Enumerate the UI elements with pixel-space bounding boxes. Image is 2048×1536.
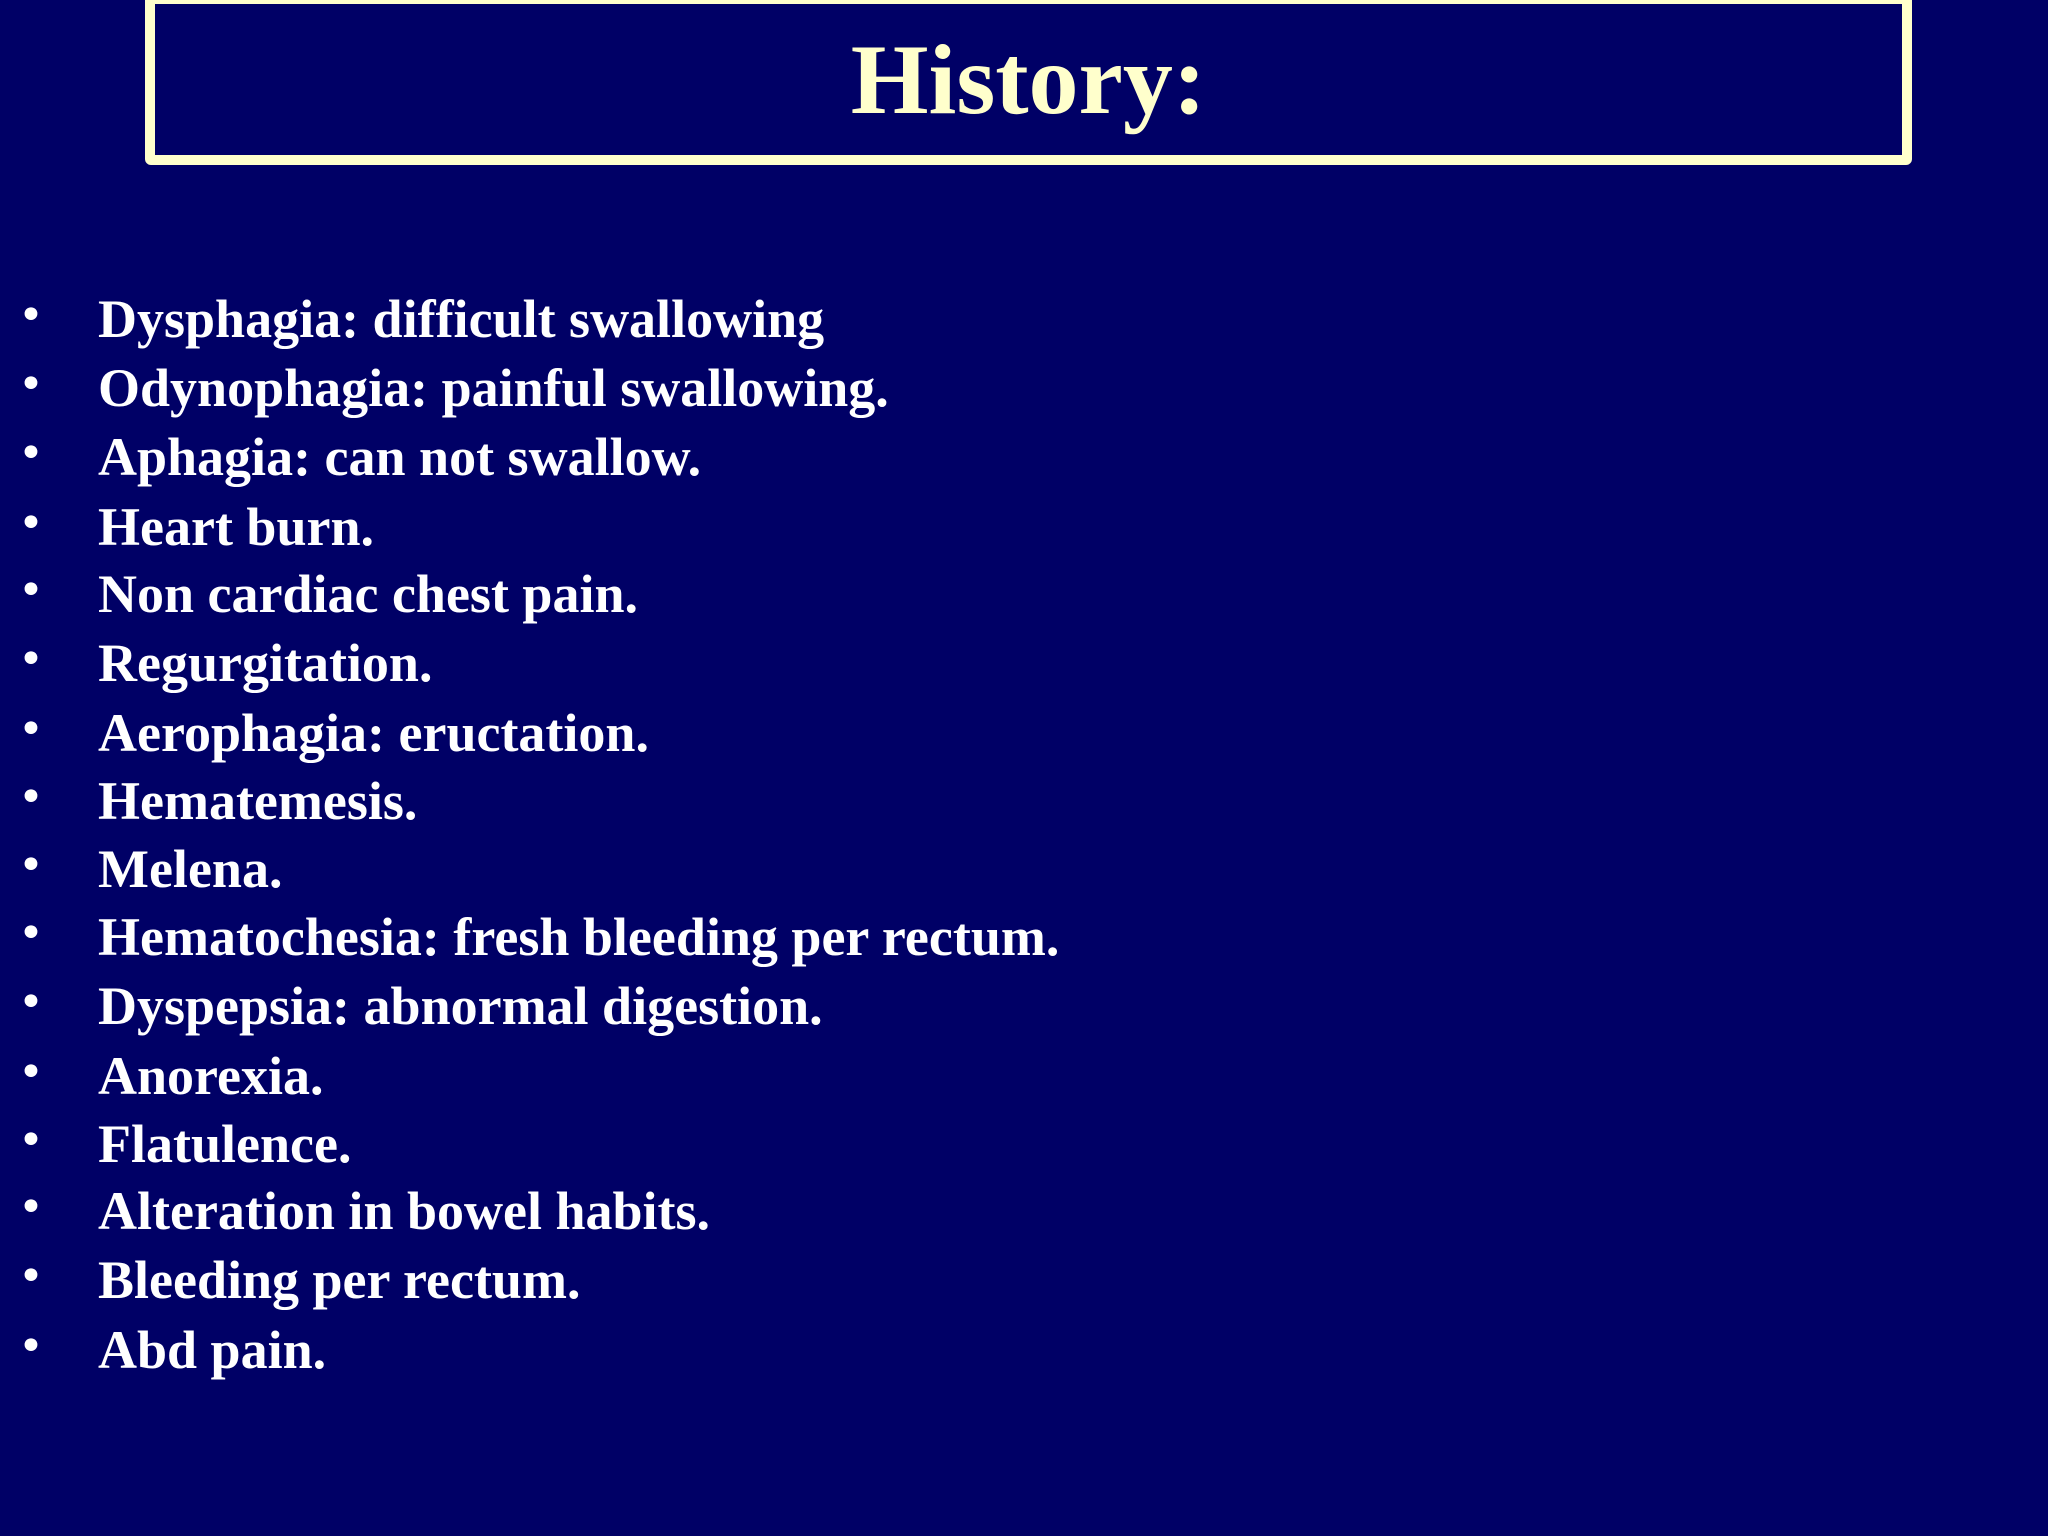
list-item-text: Hematochesia: fresh bleeding per rectum. xyxy=(98,907,1060,967)
list-item xyxy=(0,632,1500,702)
list-item xyxy=(0,702,1500,772)
list-item-text: Aerophagia: eructation. xyxy=(98,703,649,763)
list-item-text: Non cardiac chest pain. xyxy=(98,564,638,624)
list-item-text: Abd pain. xyxy=(98,1320,327,1380)
bullet-icon: • xyxy=(18,565,44,616)
bullet-icon: • xyxy=(18,359,44,410)
bullet-icon: • xyxy=(18,908,44,959)
bullet-icon: • xyxy=(18,704,44,755)
bullet-icon: • xyxy=(18,1251,44,1302)
list-item-text: Odynophagia: painful swallowing. xyxy=(98,358,889,418)
list-item-text: Dyspepsia: abnormal digestion. xyxy=(98,976,823,1036)
list-item xyxy=(0,838,1500,908)
list-item xyxy=(0,975,1500,1045)
bullet-icon: • xyxy=(18,840,44,891)
list-item-text: Flatulence. xyxy=(98,1114,352,1174)
list-item-text: Anorexia. xyxy=(98,1046,324,1106)
bullet-icon: • xyxy=(18,634,44,685)
list-item-text: Dysphagia: difficult swallowing xyxy=(98,289,825,349)
list-item xyxy=(0,1045,1500,1115)
bullet-icon: • xyxy=(18,1115,44,1166)
list-item xyxy=(0,1180,1500,1250)
bullet-icon: • xyxy=(18,1321,44,1372)
list-item xyxy=(0,1113,1500,1183)
list-item xyxy=(0,906,1500,976)
bullet-icon: • xyxy=(18,290,44,341)
list-item xyxy=(0,1249,1500,1319)
list-item xyxy=(0,563,1500,633)
list-item xyxy=(0,770,1500,840)
list-item-text: Aphagia: can not swallow. xyxy=(98,427,702,487)
bullet-icon: • xyxy=(18,428,44,479)
list-item-text: Melena. xyxy=(98,839,283,899)
list-item xyxy=(0,1319,1500,1389)
bullet-icon: • xyxy=(18,498,44,549)
bullet-icon: • xyxy=(18,772,44,823)
list-item xyxy=(0,288,1500,358)
list-item-text: Alteration in bowel habits. xyxy=(98,1181,711,1241)
list-item-text: Bleeding per rectum. xyxy=(98,1250,581,1310)
list-item xyxy=(0,357,1500,427)
list-item-text: Regurgitation. xyxy=(98,633,433,693)
bullet-icon: • xyxy=(18,1182,44,1233)
list-item xyxy=(0,496,1500,566)
list-item xyxy=(0,426,1500,496)
bullet-icon: • xyxy=(18,977,44,1028)
slide-title: History: xyxy=(850,24,1207,135)
list-item-text: Hematemesis. xyxy=(98,771,418,831)
list-item-text: Heart burn. xyxy=(98,497,374,557)
bullet-icon: • xyxy=(18,1047,44,1098)
